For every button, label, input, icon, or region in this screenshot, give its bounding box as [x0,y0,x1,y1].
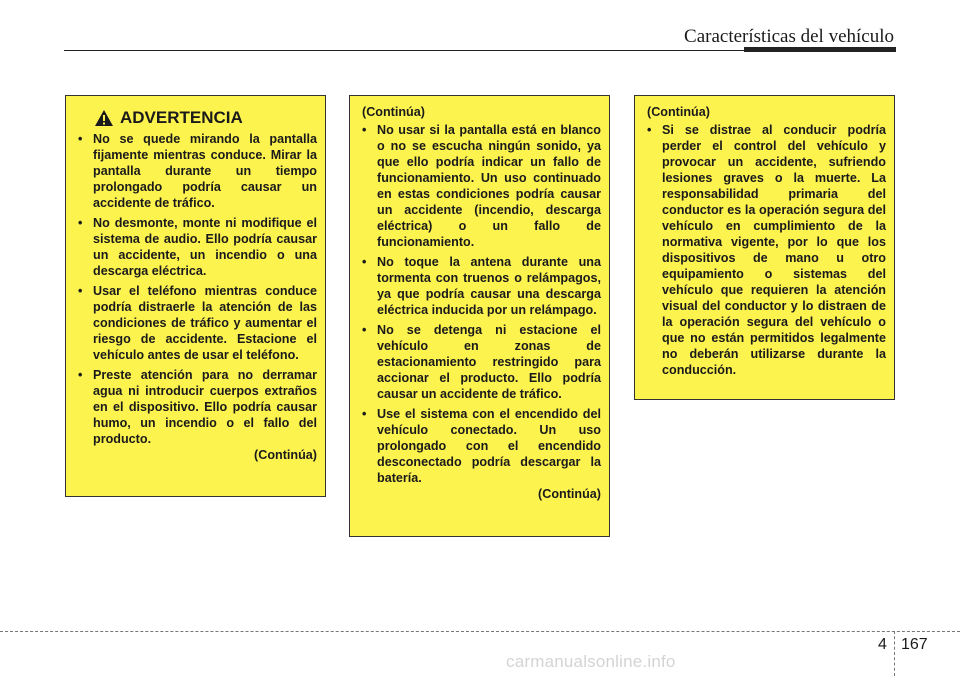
page-number: 167 [901,636,928,653]
bullet: • [362,407,367,421]
list-item-text: No se detenga ni estacione el vehículo en zonas de estacionamiento restringido para accionar el producto. Ello podría causar un accidente de tráfico. [377,323,601,401]
list-item-text: No se quede mirando la pantalla fijamente mientras conduce. Mirar la pantalla durante un tiempo prolongado podría causar un accidente de tráfico. [93,132,317,210]
list-item [643,122,886,378]
list-item-text: No usar si la pantalla está en blanco o no se escucha ningún sonido, ya que ello podría indicar un fallo de funcionamiento. Un uso continuado en estas condiciones podría causar un accidente (incendio, descarga eléctrica) o un fallo de funcionamiento. [377,123,601,249]
list-item-text: Usar el teléfono mientras conduce podría distraerle la atención de las condiciones de tráfico y aumentar el riesgo de accidente. Estacione el vehículo antes de usar el teléfono. [93,284,317,362]
header-rule [64,50,744,51]
continued-label: (Continúa) [254,448,317,462]
continued-label: (Continúa) [538,487,601,501]
list-item [358,122,601,250]
header-rule-accent [744,47,896,52]
bullet: • [362,323,367,337]
bullet: • [362,255,367,269]
list-item-text: No desmonte, monte ni modifique el sistema de audio. Ello podría causar un accidente, un incendio o una descarga eléctrica. [93,216,317,278]
warning-list-1 [74,131,317,447]
list-item-text: Preste atención para no derramar agua ni introducir cuerpos extraños en el dispositivo. Ello podría causar humo, un incendio o el fallo del producto. [93,368,317,446]
watermark: carmanualsonline.info [506,652,676,671]
bullet: • [78,368,83,382]
warning-box-2 [349,95,610,537]
bullet: • [78,132,83,146]
list-item [358,406,601,486]
footer-rule [0,631,960,632]
continued-header: (Continúa) [647,105,710,119]
list-item [358,254,601,318]
bullet: • [78,216,83,230]
warning-heading [94,108,317,128]
bullet: • [78,284,83,298]
list-item-text: Use el sistema con el encendido del vehículo conectado. Un uso prolongado con el encendido desconectado podría descargar la batería. [377,407,601,485]
list-item [74,215,317,279]
list-item [74,367,317,447]
bullet: • [647,123,652,137]
page-number-divider [894,631,895,676]
list-item-text: No toque la antena durante una tormenta con truenos o relámpagos, ya que podría causar una descarga eléctrica inducida por un relámpago. [377,255,601,317]
warning-box-3 [634,95,895,400]
list-item [74,283,317,363]
warning-triangle-icon [94,109,114,127]
warning-list-3 [643,122,886,378]
bullet: • [362,123,367,137]
section-title: Características del vehículo [684,26,894,47]
warning-heading-label: ADVERTENCIA [120,108,243,127]
list-item-text: Si se distrae al conducir podría perder el control del vehículo y provocar un accidente, sufriendo lesiones graves o la muerte. La responsabilidad primaria del conductor es la operación segura del vehículo en cumplimiento de la normativa vigente, por lo que los dispositivos de mano u otro equipamiento o sistemas del vehículo que requieren la atención visual del conductor y lo distraen de la operación segura del vehículo o que no están permitidos legalmente no deberán utilizarse durante la conducción. [662,123,886,377]
list-item [74,131,317,211]
chapter-number: 4 [878,636,887,653]
warning-box-1 [65,95,326,497]
list-item [358,322,601,402]
continued-header: (Continúa) [362,105,425,119]
warning-list-2 [358,122,601,486]
